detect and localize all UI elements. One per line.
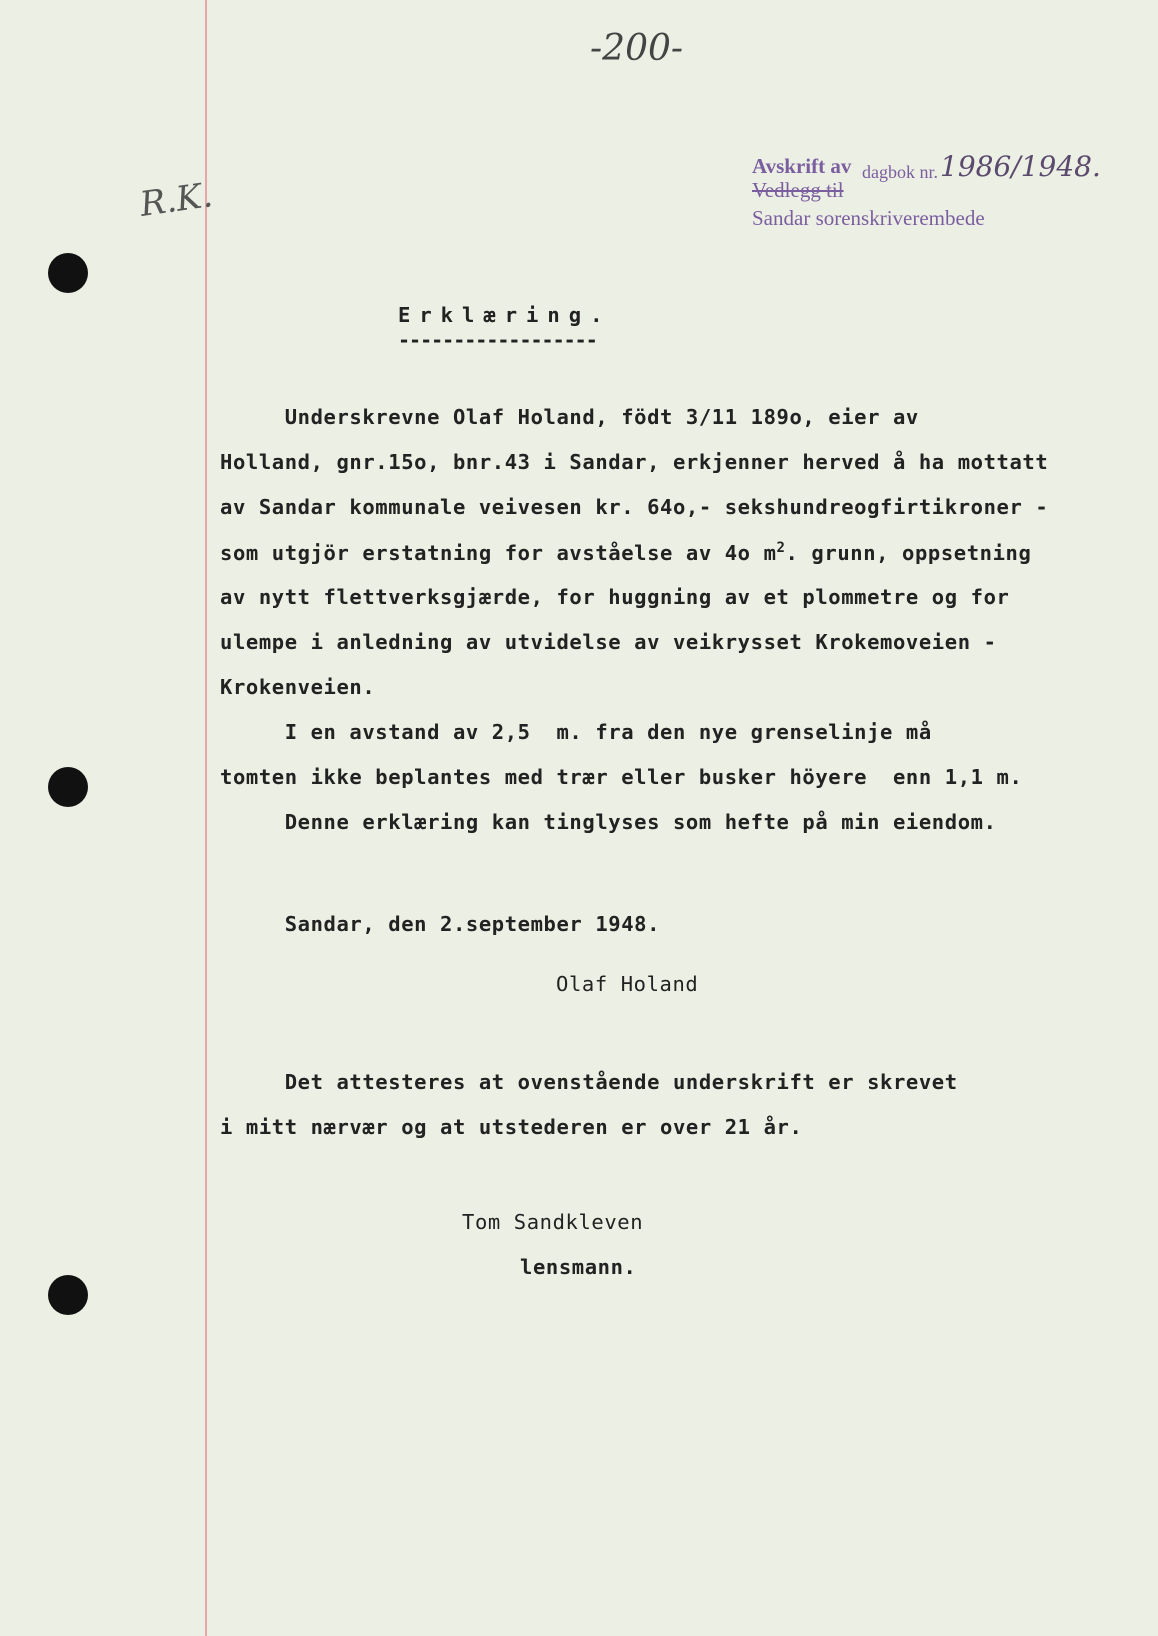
stamp-dagbok: dagbok nr. (862, 162, 938, 182)
witness-title: lensmann. (520, 1255, 637, 1279)
paragraph1-line4-text: som utgjör erstatning for avståelse av 4o m (220, 540, 777, 565)
paragraph1-line7: Krokenveien. (220, 675, 376, 699)
paragraph1-line5: av nytt flettverksgjærde, for huggning av et plommetre og for (220, 585, 1010, 609)
paragraph1-line4 (220, 540, 1031, 565)
handwritten-dagbok-number: 1986/1948. (940, 150, 1101, 183)
paragraph1-line4-rest: . grunn, oppsetning (785, 540, 1032, 565)
signature-olaf-holand: Olaf Holand (556, 972, 699, 996)
margin-line (205, 0, 207, 1636)
punch-hole (48, 767, 88, 807)
paragraph1-line6: ulempe i anledning av utvidelse av veikrysset Krokemoveien - (220, 630, 997, 654)
handwritten-initials: R.K. (137, 175, 216, 225)
paragraph2-line1: I en avstand av 2,5 m. fra den nye grenselinje må (220, 720, 932, 744)
document-title: Erklæring. (398, 303, 612, 327)
attestation-line1: Det attesteres at ovenstående underskrift er skrevet (220, 1070, 958, 1094)
superscript-2: 2 (776, 540, 786, 556)
place-date: Sandar, den 2.september 1948. (220, 912, 661, 936)
stamp-office: Sandar sorenskriverembede (752, 206, 985, 230)
paragraph1-line3: av Sandar kommunale veivesen kr. 64o,- sekshundreogfirtikroner - (220, 495, 1049, 519)
stamp-avskrift: Avskrift av (752, 154, 852, 178)
paragraph2-line2: tomten ikke beplantes med trær eller busker höyere enn 1,1 m. (220, 765, 1023, 789)
title-underline: ------------------ (398, 328, 597, 352)
stamp-vedlegg: Vedlegg til (752, 178, 844, 202)
punch-hole (48, 253, 88, 293)
paragraph1-line1: Underskrevne Olaf Holand, födt 3/11 189o, eier av (220, 405, 919, 429)
witness-name: Tom Sandkleven (462, 1210, 644, 1234)
paragraph3: Denne erklæring kan tinglyses som hefte på min eiendom. (220, 810, 997, 834)
punch-hole (48, 1275, 88, 1315)
attestation-line2: i mitt nærvær og at utstederen er over 21 år. (220, 1115, 803, 1139)
page-number: -200- (590, 28, 684, 69)
paragraph1-line2: Holland, gnr.15o, bnr.43 i Sandar, erkjenner herved å ha mottatt (220, 450, 1049, 474)
